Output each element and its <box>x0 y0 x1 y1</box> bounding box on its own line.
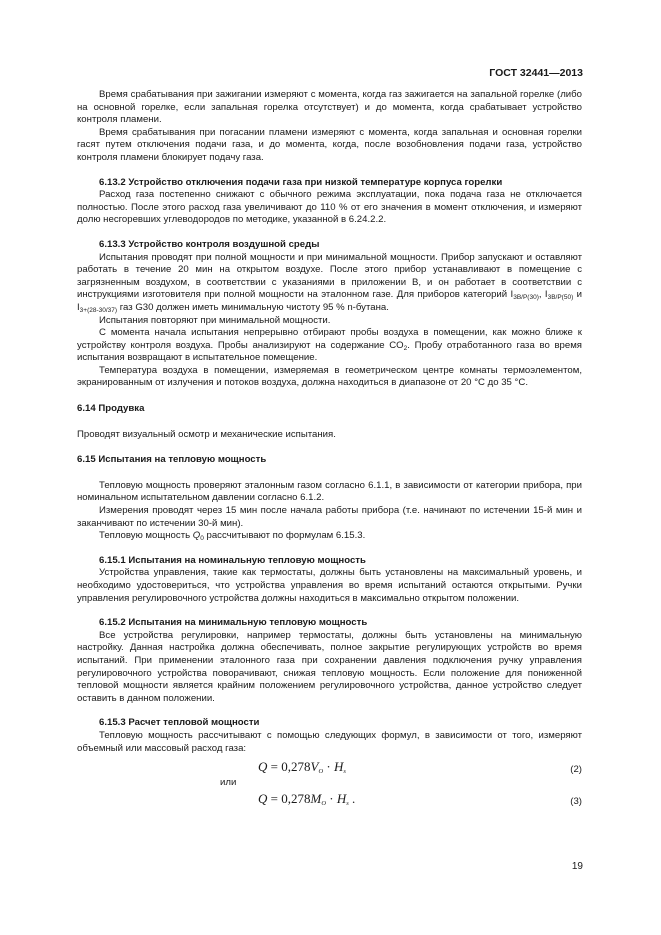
section-6-15-1-title: 6.15.1 Испытания на номинальную тепловую мощность <box>99 554 366 566</box>
section-6-13-3-title: 6.13.3 Устройство контроля воздушной среды <box>99 238 320 250</box>
formula-2 <box>77 759 582 779</box>
section-6-14-text: Проводят визуальный осмотр и механические испытания. <box>77 428 336 440</box>
paragraph-extinction-time: Время срабатывания при погасании пламени измеряют с момента, когда запальная и основная горелки гасят путем отключения подачи газа, и до момента, когда, после возобновления подачи газа, устройство контроля пламени блокирует подачу газа. <box>77 126 582 163</box>
section-6-15-3-text: Тепловую мощность рассчитывают с помощью следующих формул, в зависимости от того, измеряют объемный или массовый расход газа: <box>77 729 582 754</box>
paragraph-ignition-time: Время срабатывания при зажигании измеряют с момента, когда газ зажигается на запальной горелке (либо на основной горелке, если запальная горелка отсутствует) и до момента, когда срабатывает устройство контроля пламени. <box>77 89 582 126</box>
section-6-13-3-text-4: Температура воздуха в помещении, измеряемая в геометрическом центре комнаты термоэлементом, экранированным от излучения и потоков воздуха, должна находиться в диапазоне от 20 °С до 35 °С. <box>77 364 582 389</box>
section-6-15-title: 6.15 Испытания на тепловую мощность <box>77 454 267 466</box>
section-6-13-2-text: Расход газа постепенно снижают с обычного режима эксплуатации, пока подача газа не отключается полностью. После этого расход газа увеличивают до 110 % от его значения в момент отключения, и измеряют долю несгоревших углеводородов по методике, указанной в 6.24.2.2. <box>77 189 582 226</box>
page-header-standard: ГОСТ 32441—2013 <box>489 67 583 79</box>
formula-2-expression: $Q = 0,278V_O \cdot H_s$ <box>258 759 346 776</box>
section-6-13-3-text-1: Испытания проводят при полной мощности и при минимальной мощности. Прибор запускают и оставляют работать в течение 20 мин на открытом воздухе. После этого прибор устанавливают в помещение с загрязненным воздухом, в соответствии с указаниями в приложении В, и он работает в соответствии с инструкциями изготовителя при полной мощности на эталонном газе. Для приборов категорий $I_{3B/P(30)}$, $I_{3B/P(50)}$ и $I_{3+(28-30/37)}$ газ G30 должен иметь минимальную чистоту 95 % n-бутана. <box>77 251 583 314</box>
page-number: 19 <box>571 861 583 872</box>
section-6-15-2-text: Все устройства регулировки, например термостаты, должны быть установлены на минимальную настройку. Данная настройка должна обеспечивать, полное закрытие регулирующих устройств во время испытаний. При применении эталонного газа при сохранении давления подключения ручку управления регулировочного устройства поворачивают, снижая тепловую мощность. Если положение для пониженной тепловой мощности является крайним положением регулировочного устройства, данное устройство следует оставить в данном положении. <box>77 629 582 704</box>
formula-3-expression: $Q = 0,278M_O \cdot H_s$ . <box>258 791 356 808</box>
section-6-13-3-text-3: С момента начала испытания непрерывно отбирают пробы воздуха в помещении, как можно ближе к устройству контроля воздуха. Пробы анализируют на содержание $CO_2$. Пробу отработанного газа во время испытания возвращают в испытательное помещение. <box>77 327 582 364</box>
formula-3 <box>77 791 582 811</box>
document-body <box>77 89 582 811</box>
section-6-15-2-title: 6.15.2 Испытания на минимальную тепловую мощность <box>99 617 368 629</box>
section-6-15-3-title: 6.15.3 Расчет тепловой мощности <box>99 717 260 729</box>
formula-3-number: (3) <box>570 796 582 808</box>
formula-2-number: (2) <box>570 764 582 776</box>
section-6-15-text-2: Измерения проводят через 15 мин после начала работы прибора (т.е. начинают по истечении 15-й мин и заканчивают по истечении 30-й мин). <box>77 505 582 529</box>
or-label-row <box>77 779 582 791</box>
section-6-15-text-1: Тепловую мощность проверяют эталонным газом согласно 6.1.1, в зависимости от категории прибора, при номинальном испытательном давлении согласно 6.1.2. <box>77 479 582 504</box>
section-6-15-1-text: Устройства управления, такие как термостаты, должны быть установлены на максимальный уровень, и необходимо удостовериться, что устройства управления во время испытаний остаются открытыми. Ручки управления регулировочного устройства должны находиться в максимально открытом положении. <box>77 567 582 604</box>
or-label: или <box>220 777 237 789</box>
section-6-14-title: 6.14 Продувка <box>77 403 145 415</box>
section-6-13-3-text-2: Испытания повторяют при минимальной мощности. <box>99 314 331 326</box>
section-6-13-2-title: 6.13.2 Устройство отключения подачи газа при низкой температуре корпуса горелки <box>99 176 503 188</box>
section-6-15-text-3: Тепловую мощность $Q_0$ рассчитывают по формулам 6.15.3. <box>99 530 366 543</box>
